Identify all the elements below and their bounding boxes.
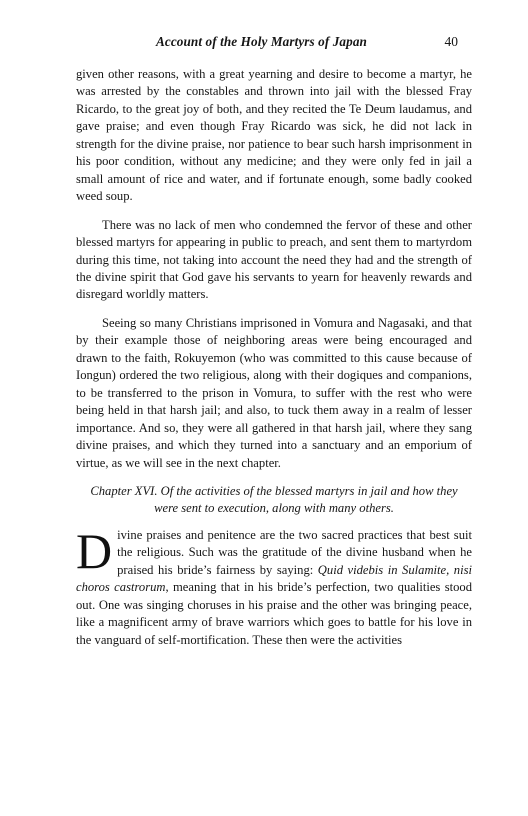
- paragraph-3: Seeing so many Christians imprisoned in Vomura and Nagasaki, and that by their example those of neighboring areas were being encouraged and drawn to the faith, Rokuyemon (who was committed to this cause because of Iongun) ordered the two religious, along with their dogiques and companions, to be transferred to the prison in Vomura, to suffer with the rest who were being held in that harsh jail; and also, to tuck them away in a realm of lesser importance. And so, they were all gathered in that harsh jail, where they sang divine praises, and which they turned into a sanctuary and an emporium of virtue, as we will see in the next chapter.: [76, 315, 472, 470]
- drop-cap: D: [76, 522, 113, 579]
- chapter-opening-paragraph: [76, 522, 472, 649]
- continuation-text: , meaning that in his bride’s perfection, two qualities stood out. One was singing choruses in his praise and the other was bringing peace, like a magnificent army of brave warriors which goes to battle for his love in the vanguard of self-mortification. These then were the activities: [76, 580, 472, 647]
- opening-text: ivine praises and penitence are the two sacred practices that best suit the religious. Such was the gratitude of the divine husband when he praised his bride’s fairness by saying:: [117, 527, 472, 577]
- paragraph-1: given other reasons, with a great yearning and desire to become a martyr, he was arrested by the constables and thrown into jail with the blessed Fray Ricardo, to the great joy of both, and they recited the Te Deum laudamus, and gave praise; and even though Fray Ricardo was sick, he did not lack in strength for the divine praise, nor patience to bear such harsh imprisonment in his poor condition, without any medicine; and they were only fed in jail a small amount of rice and water, and if fortunate enough, some badly cooked weed soup.: [76, 67, 472, 204]
- body-text: [76, 66, 472, 660]
- latin-quote: Quid videbis in Sulamite, nisi choros castrorum: [76, 562, 472, 595]
- paragraph-2: There was no lack of men who condemned the fervor of these and other blessed martyrs for appearing in public to preach, and sent them to martyrdom during this time, not taking into account the need they had and the strength of the divine spirit that God gave his servants to yearn for heavenly rewards and disregard worldly matters.: [76, 217, 472, 302]
- page-number: 40: [444, 34, 458, 49]
- chapter-heading: Chapter XVI. Of the activities of the blessed martyrs in jail and how they were sent to execution, along with many others.: [90, 483, 458, 515]
- page-header: [76, 34, 472, 54]
- running-title: Account of the Holy Martyrs of Japan: [156, 34, 367, 49]
